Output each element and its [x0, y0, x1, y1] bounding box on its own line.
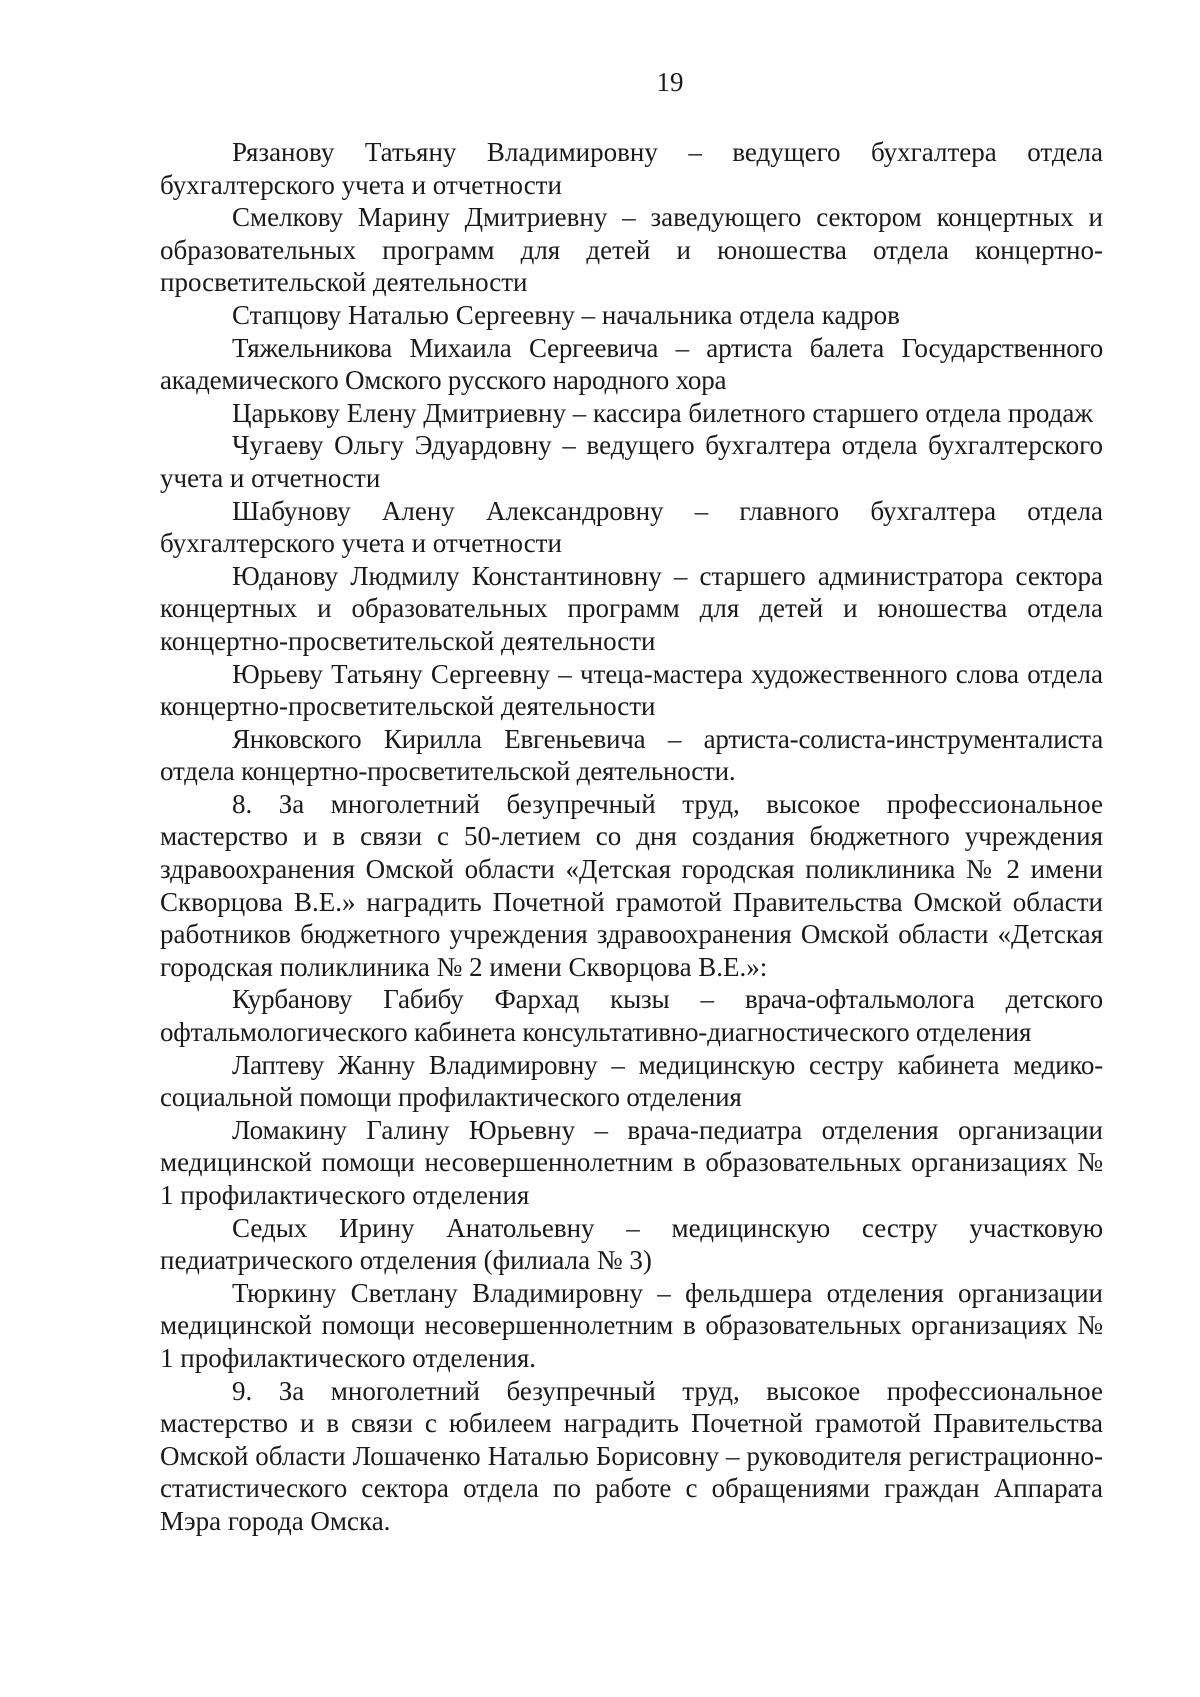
paragraph-tyurkina: Тюркину Светлану Владимировну – фельдшера отделения организации медицинской помощи несовершеннолетним в образовательных организациях № 1 профилактического отделения. — [160, 1277, 1103, 1373]
paragraph-yuryeva: Юрьеву Татьяну Сергеевну – чтеца-мастера художественного слова отдела концертно-просветительской деятельности — [160, 658, 1103, 722]
paragraph-item-9: 9. За многолетний безупречный труд, высокое профессиональное мастерство и в связи с юбилеем наградить Почетной грамотой Правительства Омской области Лошаченко Наталью Борисовну – руководителя регистрационно-статистического сектора отдела по работе с обращениями граждан Аппарата Мэра города Омска. — [160, 1375, 1103, 1536]
paragraph-yankovsky: Янковского Кирилла Евгеньевича – артиста-солиста-инструменталиста отдела концертно-просветительской деятельности. — [160, 723, 1103, 787]
paragraph-smelkova: Смелкову Марину Дмитриевну – заведующего сектором концертных и образовательных программ для детей и юношества отдела концертно-просветительской деятельности — [160, 202, 1103, 298]
paragraph-ryazanova: Рязанову Татьяну Владимировну – ведущего бухгалтера отдела бухгалтерского учета и отчетности — [160, 137, 1103, 200]
paragraph-lapteva: Лаптеву Жанну Владимировну – медицинскую сестру кабинета медико-социальной помощи профилактического отделения — [160, 1049, 1103, 1113]
paragraph-tsarkova: Царькову Елену Дмитриевну – кассира билетного старшего отдела продаж — [232, 397, 1093, 428]
paragraph-item-8: 8. За многолетний безупречный труд, высокое профессиональное мастерство и в связи с 50-летием со дня создания бюджетного учреждения здравоохранения Омской области «Детская городская поликлиника № 2 имени Скворцова В.Е.» наградить Почетной грамотой Правительства Омской области работников бюджетного учреждения здравоохранения Омской области «Детская городская поликлиника № 2 имени Скворцова В.Е.»: — [160, 788, 1103, 982]
page-number: 19 — [656, 67, 684, 97]
paragraph-sedykh: Седых Ирину Анатольевну – медицинскую сестру участковую педиатрического отделения (филиала № 3) — [160, 1212, 1103, 1276]
document-body — [160, 136, 1103, 1538]
paragraph-lomakina: Ломакину Галину Юрьевну – врача-педиатра отделения организации медицинской помощи несовершеннолетним в образовательных организациях № 1 профилактического отделения — [160, 1114, 1103, 1210]
paragraph-tyazhelnikov: Тяжельникова Михаила Сергеевича – артиста балета Государственного академического Омского русского народного хора — [160, 332, 1103, 396]
paragraph-shabunova: Шабунову Алену Александровну – главного бухгалтера отдела бухгалтерского учета и отчетности — [160, 495, 1103, 559]
paragraph-yudanova: Юданову Людмилу Константиновну – старшего администратора сектора концертных и образовательных программ для детей и юношества отдела концертно-просветительской деятельности — [160, 560, 1103, 656]
paragraph-kurbanova: Курбанову Габибу Фархад кызы – врача-офтальмолога детского офтальмологического кабинета консультативно-диагностического отделения — [160, 984, 1103, 1048]
paragraph-staptsova: Стапцову Наталью Сергеевну – начальника отдела кадров — [232, 299, 900, 330]
paragraph-chugaeva: Чугаеву Ольгу Эдуардовну – ведущего бухгалтера отдела бухгалтерского учета и отчетности — [160, 430, 1103, 493]
